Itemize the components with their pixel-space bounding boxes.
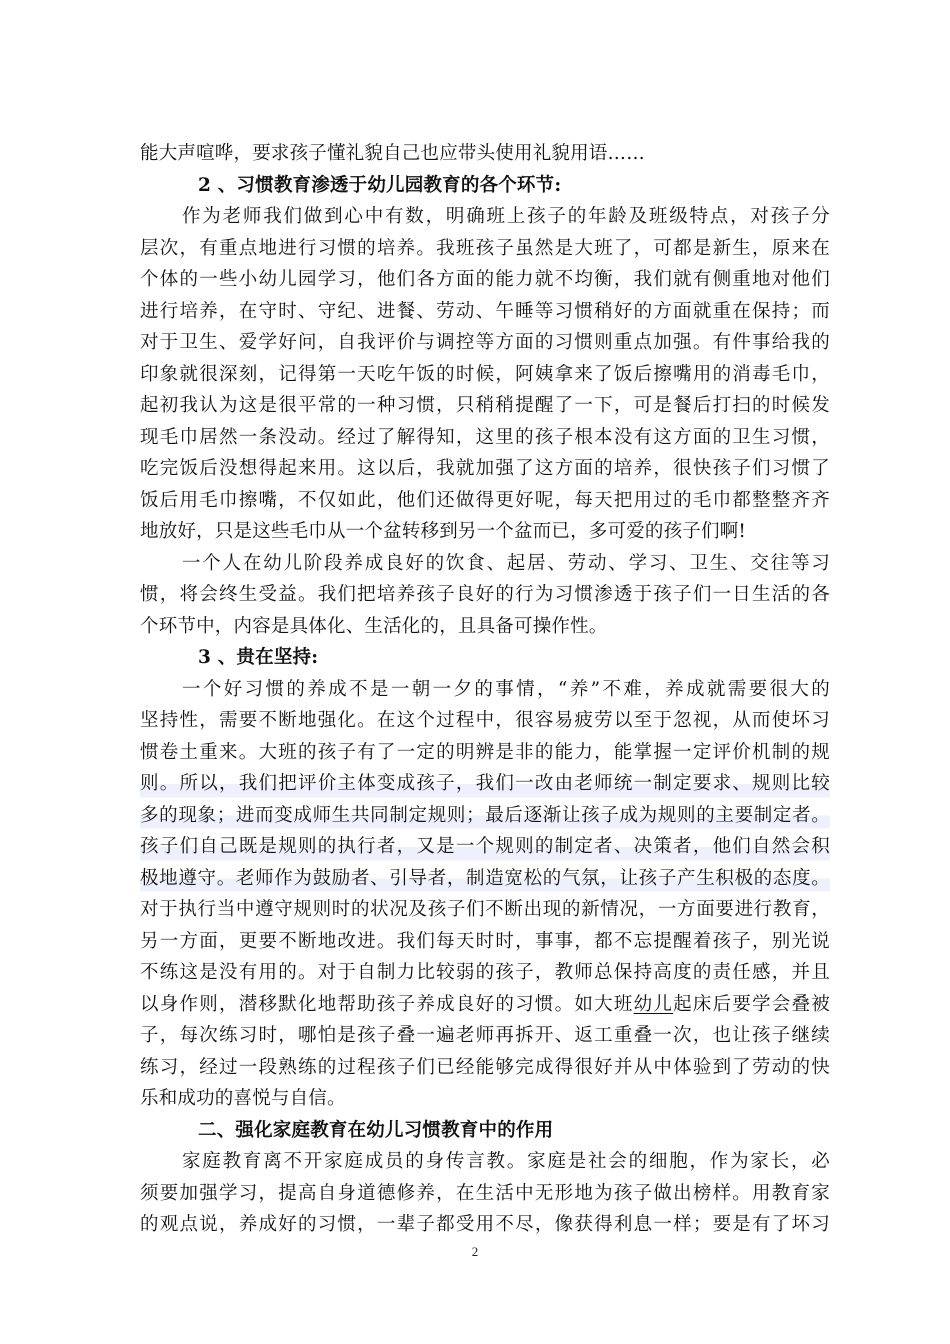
text-line: 对于执行当中遵守规则时的状况及孩子们不断出现的新情况，一方面要进行教育， — [140, 899, 830, 920]
text-line: 能大声喧哗，要求孩子懂礼貌自己也应带头使用礼貌用语…… — [140, 143, 645, 164]
text-line: 须要加强学习，提高自身道德修养，在生活中无形地为孩子做出榜样。用教育家 — [140, 1182, 830, 1204]
text-line: 一个好习惯的养成不是一朝一夕的事情，“养”不难，养成就需要很大的 — [182, 678, 830, 700]
text-line: 以身作则，潜移默化地帮助孩子养成良好的习惯。如大班幼儿起床后要学会叠被 — [140, 993, 830, 1015]
text-line: 层次，有重点地进行习惯的培养。我班孩子虽然是大班了，可都是新生，原来在 — [140, 237, 830, 259]
text-line: 饭后用毛巾擦嘴，不仅如此，他们还做得更好呢，每天把用过的毛巾都整整齐齐 — [140, 489, 830, 511]
text-line: 现毛巾居然一条没动。经过了解得知，这里的孩子根本没有这方面的卫生习惯， — [140, 426, 830, 448]
text-line: 惯，将会终生受益。我们把培养孩子良好的行为习惯渗透于孩子们一日生活的各 — [140, 584, 830, 605]
text-line: 一个人在幼儿阶段养成良好的饮食、起居、劳动、学习、卫生、交往等习 — [182, 552, 830, 574]
text-line: 个环节中，内容是具体化、生活化的，且具备可操作性。 — [140, 615, 608, 637]
underlined-word: 幼儿 — [633, 993, 674, 1015]
text-line: 家庭教育离不开家庭成员的身传言教。家庭是社会的细胞，作为家长，必 — [182, 1151, 830, 1172]
text-line: 惯卷土重来。大班的孩子有了一定的明辨是非的能力，能掌握一定评价机制的规 — [140, 741, 830, 763]
text-line: 多的现象；进而变成师生共同制定规则；最后逐渐让孩子成为规则的主要制定者。 — [140, 800, 830, 832]
text-line: 作为老师我们做到心中有数，明确班上孩子的年龄及班级特点，对孩子分 — [182, 206, 830, 227]
text-line: 不练这是没有用的。对于自制力比较弱的孩子，教师总保持高度的责任感，并且 — [140, 962, 830, 983]
text-line: 孩子们自己既是规则的执行者，又是一个规则的制定者、决策者，他们自然会积 — [140, 831, 830, 863]
text-line: 乐和成功的喜悦与自信。 — [140, 1088, 346, 1109]
text-line: 坚持性，需要不断地强化。在这个过程中，很容易疲劳以至于忽视，从而使坏习 — [140, 710, 830, 731]
section-heading: 二、强化家庭教育在幼儿习惯教育中的作用 — [198, 1119, 554, 1141]
text-line: 另一方面，更要不断地改进。我们每天时时，事事，都不忘提醒着孩子，别光说 — [140, 930, 830, 952]
text-line: 个体的一些小幼儿园学习，他们各方面的能力就不均衡，我们就有侧重地对他们 — [140, 269, 830, 290]
text-line: 吃完饭后没想得起来用。这以后，我就加强了这方面的培养，很快孩子们习惯了 — [140, 458, 830, 479]
text-line: 印象就很深刻，记得第一天吃午饭的时候，阿姨拿来了饭后擦嘴用的消毒毛巾， — [140, 363, 830, 385]
text-line: 子，每次练习时，哪怕是孩子叠一遍老师再拆开、返工重叠一次，也让孩子继续 — [140, 1025, 830, 1046]
text-line: 极地遵守。老师作为鼓励者、引导者，制造宽松的气氛，让孩子产生积极的态度。 — [140, 863, 830, 895]
text-line: 练习，经过一段熟练的过程孩子们已经能够完成得很好并从中体验到了劳动的快 — [140, 1056, 830, 1078]
text-line: 地放好，只是这些毛巾从一个盆转移到另一个盆而已，多可爱的孩子们啊! — [140, 521, 747, 542]
page-number: 2 — [471, 1244, 479, 1259]
body-text — [140, 138, 830, 1241]
section-heading: 2 、习惯教育渗透于幼儿园教育的各个环节: — [198, 174, 562, 196]
section-heading: 3 、贵在坚持: — [198, 647, 319, 668]
text-line: 起初我认为这是很平常的一种习惯，只稍稍提醒了一下，可是餐后打扫的时候发 — [140, 395, 830, 416]
text-line: 对于卫生、爱学好问，自我评价与调控等方面的习惯则重点加强。有件事给我的 — [140, 332, 830, 353]
text-line: 的观点说，养成好的习惯，一辈子都受用不尽，像获得利息一样；要是有了坏习 — [140, 1214, 830, 1235]
text-line: 进行培养，在守时、守纪、进餐、劳动、午睡等习惯稍好的方面就重在保持；而 — [140, 300, 830, 322]
text-line: 则。所以，我们把评价主体变成孩子，我们一改由老师统一制定要求、规则比较 — [140, 768, 830, 800]
